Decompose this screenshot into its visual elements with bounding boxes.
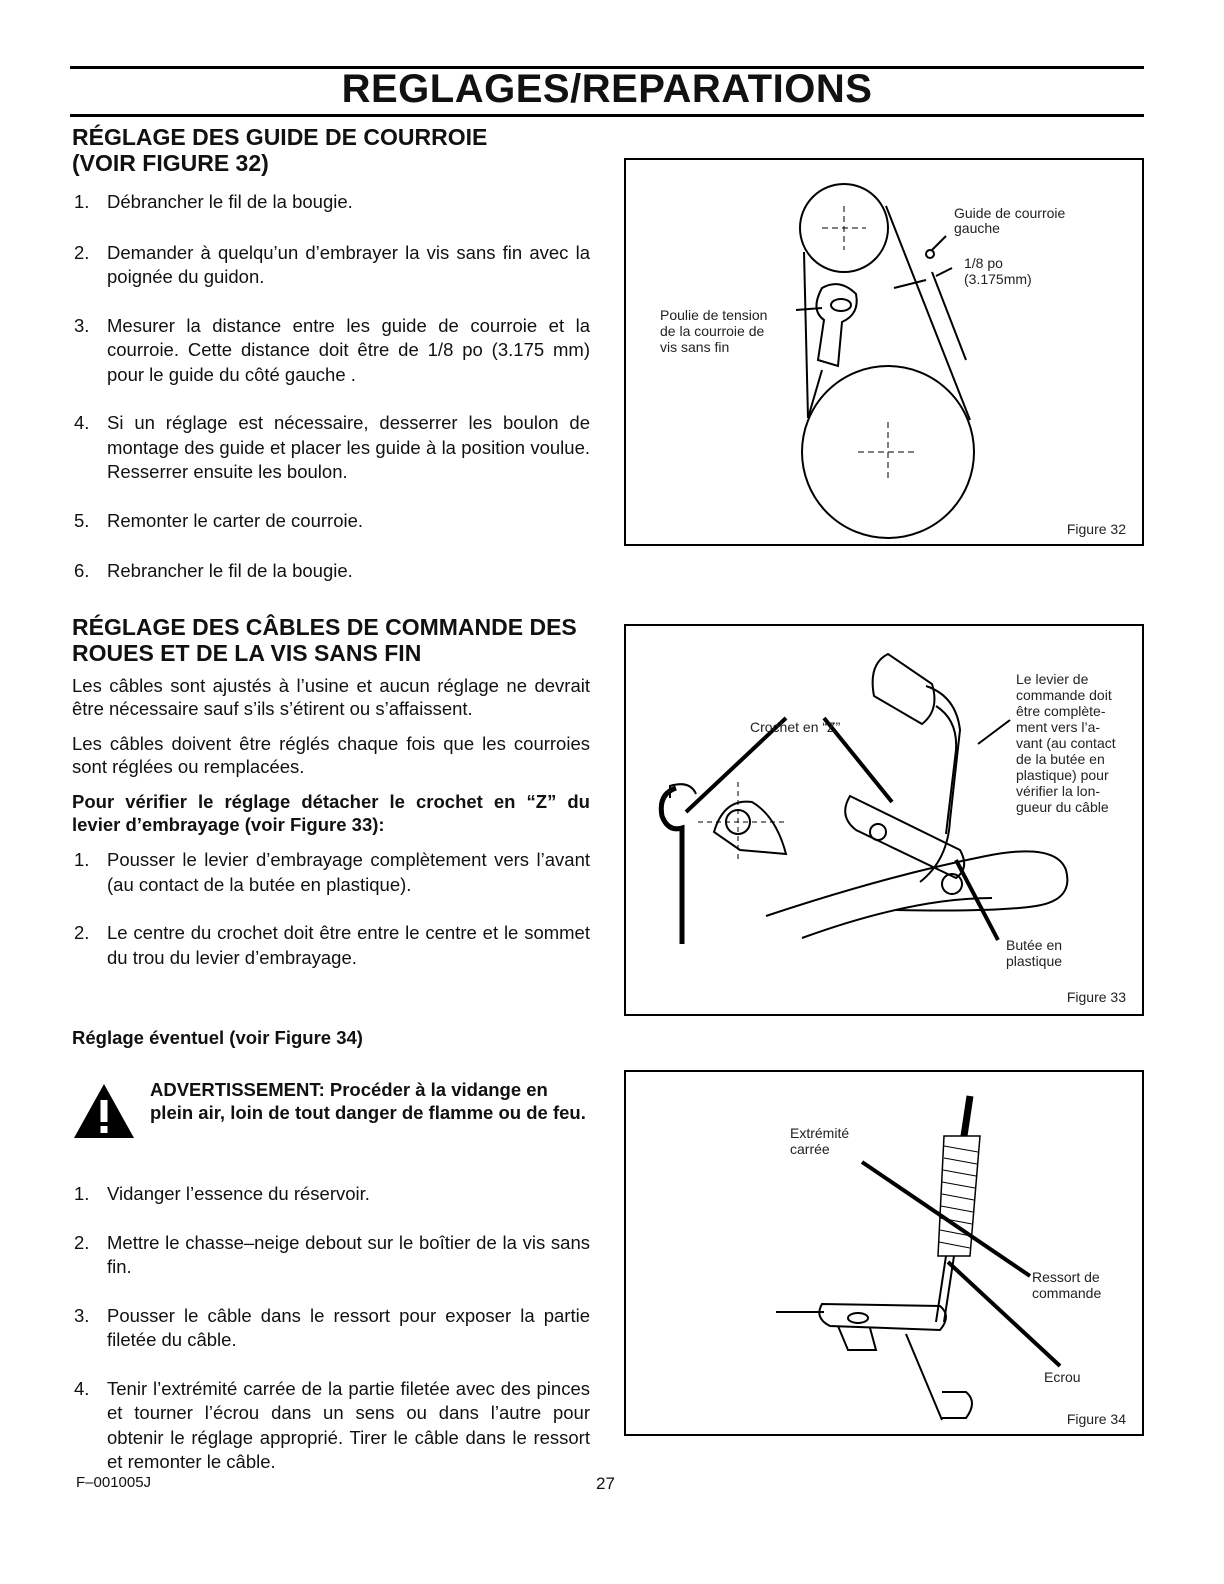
list-item: 4. Tenir l’extrémité carrée de la partie filetée avec des pinces et tourner l’écrou dans un sens ou dans l’autre pour obtenir le réglage approprié. Tirer le câble dans le ressort et remonter le câble.	[74, 1377, 590, 1472]
fig32-label-pulley-2: de la courroie de	[660, 323, 765, 339]
list-item: 1. Débrancher le fil de la bougie.	[74, 191, 353, 212]
fig33-label-lever-3: être complète-	[1016, 703, 1106, 719]
paragraph: Les câbles sont ajustés à l’usine et aucun réglage ne devrait être nécessaire sauf s’ils s’étirent ou s’affaissent.	[72, 675, 590, 719]
fig33-label-lever-9: gueur du câble	[1016, 799, 1109, 815]
section-belt-guide-heading-2: (VOIR FIGURE 32)	[72, 150, 269, 176]
list-item: 1. Pousser le levier d’embrayage complètement vers l’avant (au contact de la butée en plastique).	[74, 849, 590, 895]
section-belt-guide-steps	[72, 190, 590, 584]
section-control-cables	[72, 614, 590, 970]
list-item: 3. Mesurer la distance entre les guide de courroie et la courroie. Cette distance doit être de 1/8 po (3.175 mm) pour le guide du côté gauche .	[74, 314, 590, 385]
list-item: 3. Pousser le câble dans le ressort pour exposer la partie filetée du câble.	[74, 1304, 590, 1350]
section-belt-guide	[72, 124, 590, 176]
fig32-label-pulley-1: Poulie de tension	[660, 307, 768, 323]
fig33-label-stop-1: Butée en	[1006, 937, 1063, 953]
list-item: 2. Mettre le chasse–neige debout sur le boîtier de la vis sans fin.	[74, 1231, 590, 1277]
paragraph: Les câbles doivent être réglés chaque fois que les courroies sont réglées ou remplacées.	[72, 733, 590, 777]
fig34-label-spring-2: commande	[1032, 1285, 1102, 1301]
fig33-label-lever-8: vérifier la lon-	[1016, 783, 1101, 799]
fig33-label-lever-5: vant (au contact	[1016, 735, 1116, 751]
fig34-label-end-1: Extrémité	[790, 1125, 850, 1141]
section-adjustment	[72, 1026, 590, 1049]
figure-34-drawing	[626, 1072, 1142, 1434]
fig32-label-dist-2: (3.175mm)	[964, 271, 1032, 287]
header-bottom-rule	[70, 114, 1144, 117]
section-belt-guide-heading-1: RÉGLAGE DES GUIDE DE COURROIE	[72, 124, 488, 150]
fig34-label-spring-1: Ressort de	[1032, 1269, 1100, 1285]
fig33-label-lever-6: de la butée en	[1016, 751, 1105, 767]
figure-34	[624, 1070, 1144, 1436]
fig32-label-pulley-3: vis sans fin	[660, 339, 730, 355]
fig33-label-lever-4: ment vers l’a-	[1016, 719, 1101, 735]
fig32-label-guide-2: gauche	[954, 220, 1000, 236]
fig33-label-stop-2: plastique	[1006, 953, 1063, 969]
list-item: 1. Vidanger l’essence du réservoir.	[74, 1183, 370, 1204]
fig33-label-lever-1: Le levier de	[1016, 671, 1089, 687]
fig32-caption: Figure 32	[1066, 521, 1126, 537]
section-adjustment-subheading: Réglage éventuel (voir Figure 34)	[72, 1027, 363, 1048]
fig32-label-guide-1: Guide de courroie	[954, 205, 1066, 221]
figure-33-drawing	[626, 626, 1142, 1014]
list-item: 5. Remonter le carter de courroie.	[74, 509, 364, 531]
fig34-label-end-2: carrée	[790, 1141, 830, 1157]
fig33-label-hook: Crochet en “Z”	[750, 719, 841, 735]
section-adjustment-steps	[72, 1182, 590, 1475]
warning-block	[72, 1078, 590, 1124]
list-item: 2. Demander à quelqu’un d’embrayer la vis sans fin avec la poignée du guidon.	[74, 241, 590, 287]
list-item: 2. Le centre du crochet doit être entre le centre et le sommet du trou du levier d’embrayage.	[74, 922, 590, 968]
page-title: REGLAGES/REPARATIONS	[341, 67, 873, 111]
figure-33	[624, 624, 1144, 1016]
fig33-label-lever-7: plastique) pour	[1016, 767, 1109, 783]
warning-icon	[72, 1082, 136, 1140]
paragraph-bold: Pour vérifier le réglage détacher le crochet en “Z” du levier d’embrayage (voir Figure 33):	[72, 791, 590, 835]
fig33-caption: Figure 33	[1066, 989, 1126, 1005]
figure-32-drawing	[626, 160, 1142, 544]
fig32-label-dist-1: 1/8 po	[964, 255, 1003, 271]
list-item: 4. Si un réglage est nécessaire, desserrer les boulon de montage des guide et placer les guide à la position voulue. Resserrer ensuite les boulon.	[74, 412, 590, 482]
fig34-caption: Figure 34	[1066, 1411, 1126, 1427]
warning-text: ADVERTISSEMENT: Procéder à la vidange en plein air, loin de tout danger de flamme ou de feu.	[150, 1079, 586, 1123]
section-control-cables-heading-2: ROUES ET DE LA VIS SANS FIN	[72, 640, 422, 666]
section-control-cables-heading-1: RÉGLAGE DES CÂBLES DE COMMANDE DES	[72, 614, 577, 640]
page-number: 27	[596, 1474, 615, 1493]
fig34-label-nut: Ecrou	[1044, 1369, 1081, 1385]
fig33-label-lever-2: commande doit	[1016, 687, 1112, 703]
footer-code: F–001005J	[76, 1474, 152, 1491]
list-item: 6. Rebrancher le fil de la bougie.	[74, 560, 353, 581]
figure-32	[624, 158, 1144, 546]
